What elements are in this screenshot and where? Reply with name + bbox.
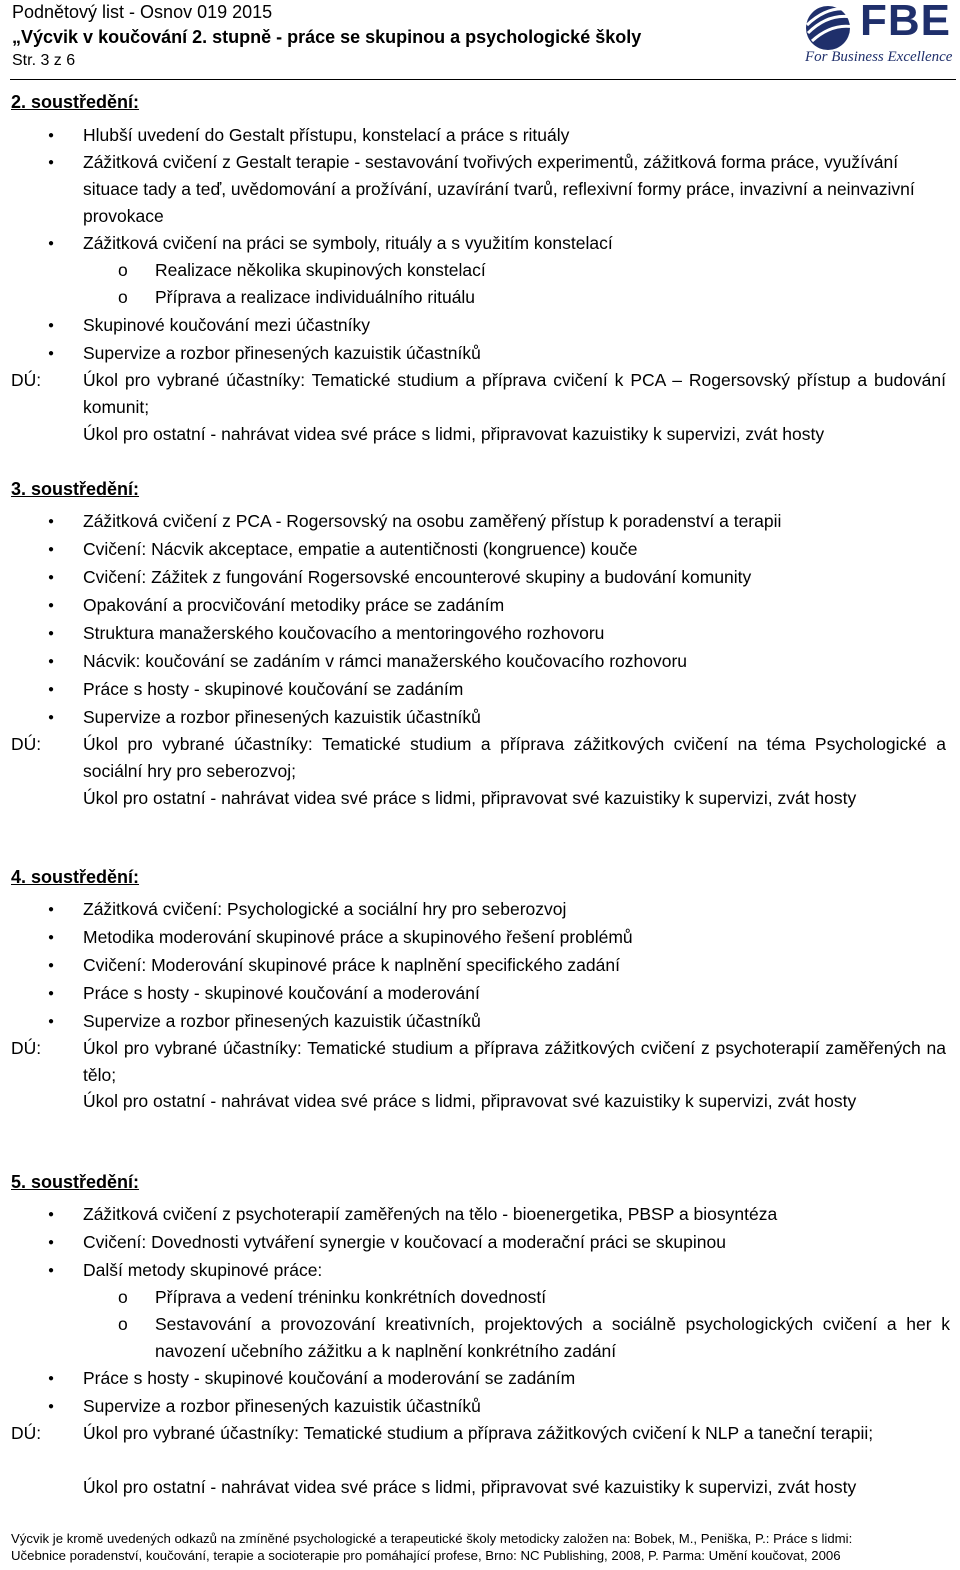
list-item: ● Cvičení: Moderování skupinové práce k naplnění specifického zadání — [83, 952, 948, 979]
sub-list-item: o Příprava a vedení tréninku konkrétních dovedností — [155, 1284, 950, 1311]
course-title: „Výcvik v koučování 2. stupně - práce se skupinou a psychologické školy — [12, 27, 642, 47]
list-item: ● Skupinové koučování mezi účastníky — [83, 312, 948, 339]
logo-tagline: For Business Excellence — [805, 49, 953, 65]
sub-list-item: o Sestavování a provozování kreativních, projektových a sociálně psychologických cvičení a her k navození učebního zážitku a k naplnění konkrétního zadání — [155, 1311, 950, 1365]
page-header — [0, 0, 960, 82]
homework-label: DÚ: — [11, 1038, 42, 1058]
page-footer — [11, 1530, 951, 1564]
list-item: ● Cvičení: Dovednosti vytváření synergie v koučovací a moderační práci se skupinou — [83, 1229, 948, 1256]
homework-label: DÚ: — [11, 370, 42, 390]
section-title: 5. soustředění: — [11, 1172, 140, 1192]
list-item: ● Další metody skupinové práce: — [83, 1257, 948, 1284]
homework-text-others: Úkol pro ostatní - nahrávat videa své práce s lidmi, připravovat své kazuistiky k supervizi, zvát hosty — [83, 1091, 857, 1111]
globe-icon — [802, 3, 862, 53]
homework-text: Úkol pro vybrané účastníky: Tematické studium a příprava cvičení k PCA – Rogersovský přístup a budování komunit; — [83, 370, 946, 417]
list-item: ● Zážitková cvičení: Psychologické a sociální hry pro seberozvoj — [83, 896, 948, 923]
list-item: ● Zážitková cvičení z PCA - Rogersovský na osobu zaměřený přístup k poradenství a terapii — [83, 508, 948, 535]
document-title: Podnětový list - Osnov 019 2015 — [12, 2, 273, 22]
homework-label: DÚ: — [11, 1423, 42, 1443]
list-item: ● Cvičení: Nácvik akceptace, empatie a autentičnosti (kongruence) kouče — [83, 536, 948, 563]
list-item: ● Opakování a procvičování metodiky práce se zadáním — [83, 592, 948, 619]
header-divider — [10, 79, 956, 80]
footer-line: Učebnice poradenství, koučování, terapie a socioterapie pro pomáhající profese, Brno: NC Publishing, 2008, P. Parma: Umění koučovat, 2006 — [11, 1548, 841, 1563]
list-item: ● Supervize a rozbor přinesených kazuistik účastníků — [83, 340, 948, 367]
sub-list-item: o Realizace několika skupinových konstelací — [155, 257, 950, 284]
list-item: ● Supervize a rozbor přinesených kazuistik účastníků — [83, 1393, 948, 1420]
list-item: ● Zážitková cvičení z psychoterapií zaměřených na tělo - bioenergetika, PBSP a biosyntéza — [83, 1201, 948, 1228]
list-item: ● Práce s hosty - skupinové koučování se zadáním — [83, 676, 948, 703]
list-item: ● Supervize a rozbor přinesených kazuistik účastníků — [83, 1008, 948, 1035]
list-item: ● Práce s hosty - skupinové koučování a moderování — [83, 980, 948, 1007]
homework-text: Úkol pro vybrané účastníky: Tematické studium a příprava zážitkových cvičení k NLP a taneční terapii; — [83, 1423, 874, 1443]
list-item: ● Metodika moderování skupinové práce a skupinového řešení problémů — [83, 924, 948, 951]
homework-label: DÚ: — [11, 734, 42, 754]
list-item: ● Zážitková cvičení z Gestalt terapie - sestavování tvořivých experimentů, zážitková forma práce, využívání situace tady a teď, uvědomování a prožívání, uzavírání tvarů, reflexivní formy práce, invazivní a neinvazivní provokace — [83, 149, 948, 230]
list-item: ● Supervize a rozbor přinesených kazuistik účastníků — [83, 704, 948, 731]
list-item: ● Zážitková cvičení na práci se symboly, rituály a s využitím konstelací — [83, 230, 948, 257]
fbe-logo — [800, 0, 960, 72]
logo-text: FBE — [860, 0, 951, 45]
page-number: Str. 3 z 6 — [12, 52, 76, 69]
list-item: ● Práce s hosty - skupinové koučování a moderování se zadáním — [83, 1365, 948, 1392]
homework-text: Úkol pro vybrané účastníky: Tematické studium a příprava zážitkových cvičení z psychoterapií zaměřených na tělo; — [83, 1038, 946, 1085]
list-item: ● Nácvik: koučování se zadáním v rámci manažerského koučovacího rozhovoru — [83, 648, 948, 675]
list-item: ● Cvičení: Zážitek z fungování Rogersovské encounterové skupiny a budování komunity — [83, 564, 948, 591]
section-title: 4. soustředění: — [11, 867, 140, 887]
homework-text-others: Úkol pro ostatní - nahrávat videa své práce s lidmi, připravovat své kazuistiky k supervizi, zvát hosty — [83, 788, 857, 808]
footer-line: Výcvik je kromě uvedených odkazů na zmíněné psychologické a terapeutické školy metodicky založen na: Bobek, M., Peniška, P.: Práce s lidmi: — [11, 1531, 853, 1546]
homework-text-others: Úkol pro ostatní - nahrávat videa své práce s lidmi, připravovat kazuistiky k supervizi, zvát hosty — [83, 424, 825, 444]
homework-text-others: Úkol pro ostatní - nahrávat videa své práce s lidmi, připravovat své kazuistiky k supervizi, zvát hosty — [83, 1477, 857, 1497]
homework-text: Úkol pro vybrané účastníky: Tematické studium a příprava zážitkových cvičení na téma Psychologické a sociální hry pro seberozvoj; — [83, 734, 946, 781]
list-item: ● Struktura manažerského koučovacího a mentoringového rozhovoru — [83, 620, 948, 647]
section-title: 3. soustředění: — [11, 479, 140, 499]
list-item: ● Hlubší uvedení do Gestalt přístupu, konstelací a práce s rituály — [83, 122, 948, 149]
section-title: 2. soustředění: — [11, 92, 140, 112]
sub-list-item: o Příprava a realizace individuálního rituálu — [155, 284, 950, 311]
